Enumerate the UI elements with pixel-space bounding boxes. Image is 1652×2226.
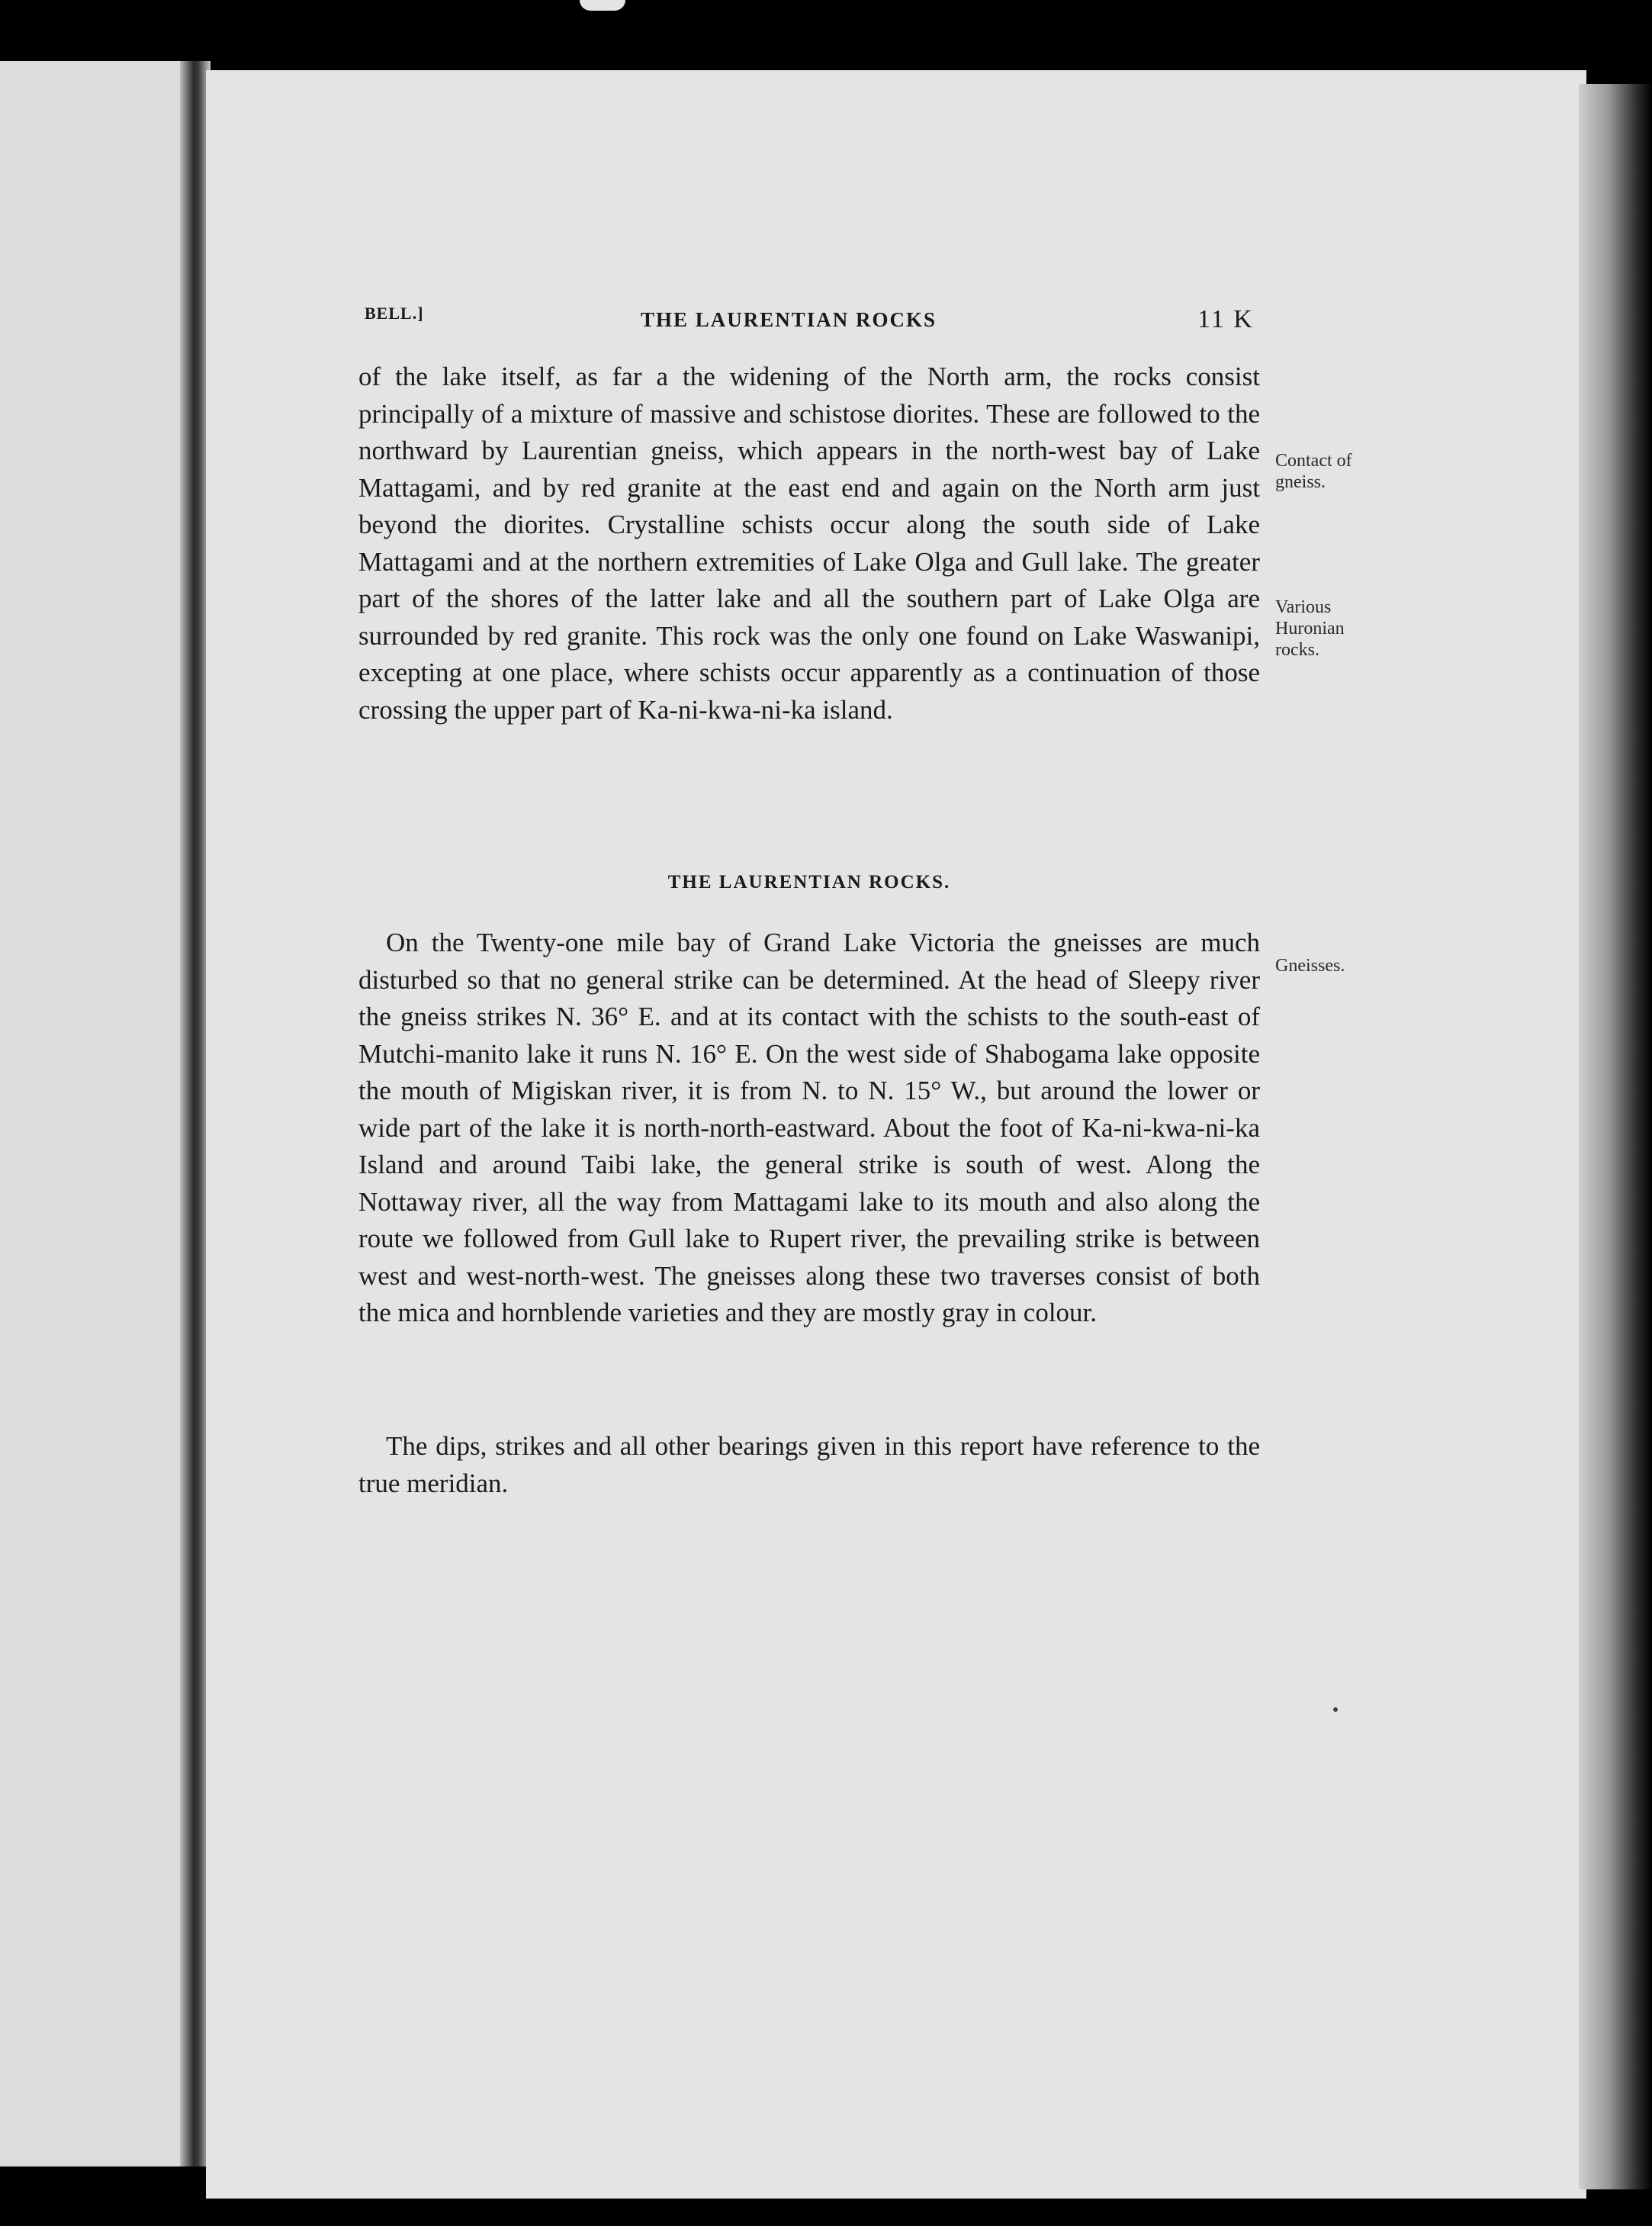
header-title: THE LAURENTIAN ROCKS	[641, 308, 937, 331]
header-left-mark: BELL.]	[365, 304, 424, 323]
margin-note-gneisses: Gneisses.	[1275, 956, 1345, 976]
section-heading: THE LAURENTIAN ROCKS.	[667, 872, 951, 893]
page-number: 11 K	[1197, 305, 1254, 333]
scan-artifact	[580, 0, 625, 11]
margin-note-contact: Contact of gneiss.	[1275, 451, 1352, 492]
running-header	[358, 304, 1266, 342]
margin-note-huronian: Various Huronian rocks.	[1275, 597, 1345, 660]
paragraph-text: On the Twenty-one mile bay of Grand Lake Victoria the gneisses are much disturbed so that no general strike can be determined. At the head of Sleepy river the gneiss strikes N. 36° E. and at its contact with the schists to the south-east of Mutchi-manito lake it runs N. 16° E. On the west side of Shabogama lake opposite the mouth of Migiskan river, it is from N. to N. 15° W., but around the lower or wide part of the lake it is north-north-eastward. About the foot of Ka-ni-kwa-ni-ka Island and around Taibi lake, the general strike is south of west. Along the Nottaway river, all the way from Mattagami lake to its mouth and also along the route we followed from Gull lake to Rupert river, the prevailing strike is between west and west-north-west. The gneisses along these two traverses consist of both the mica and hornblende varieties and they are mostly gray in colour.	[358, 928, 1260, 1327]
paragraph-continuation	[358, 359, 1260, 729]
right-page-edge	[1579, 84, 1652, 2189]
paragraph-bearings	[358, 1428, 1260, 1502]
paragraph-text: of the lake itself, as far a the widening of the North arm, the rocks consist principally of a mixture of massive and schistose diorites. These are followed to the northward by Laurentian gneiss, which appears in the north-west bay of Lake Mattagami, and by red granite at the east end and again on the North arm just beyond the diorites. Crystalline schists occur along the south side of Lake Mattagami and at the northern extremities of Lake Olga and Gull lake. The greater part of the shores of the latter lake and all the southern part of Lake Olga are surrounded by red granite. This rock was the only one found on Lake Waswanipi, excepting at one place, where schists occur apparently as a continuation of those crossing the upper part of Ka-ni-kwa-ni-ka island.	[358, 362, 1260, 725]
paragraph-text: The dips, strikes and all other bearings given in this report have reference to the true meridian.	[358, 1431, 1260, 1498]
left-page-edge	[0, 61, 198, 2166]
scan-speck	[1333, 1707, 1338, 1712]
paragraph-gneisses	[358, 925, 1260, 1332]
